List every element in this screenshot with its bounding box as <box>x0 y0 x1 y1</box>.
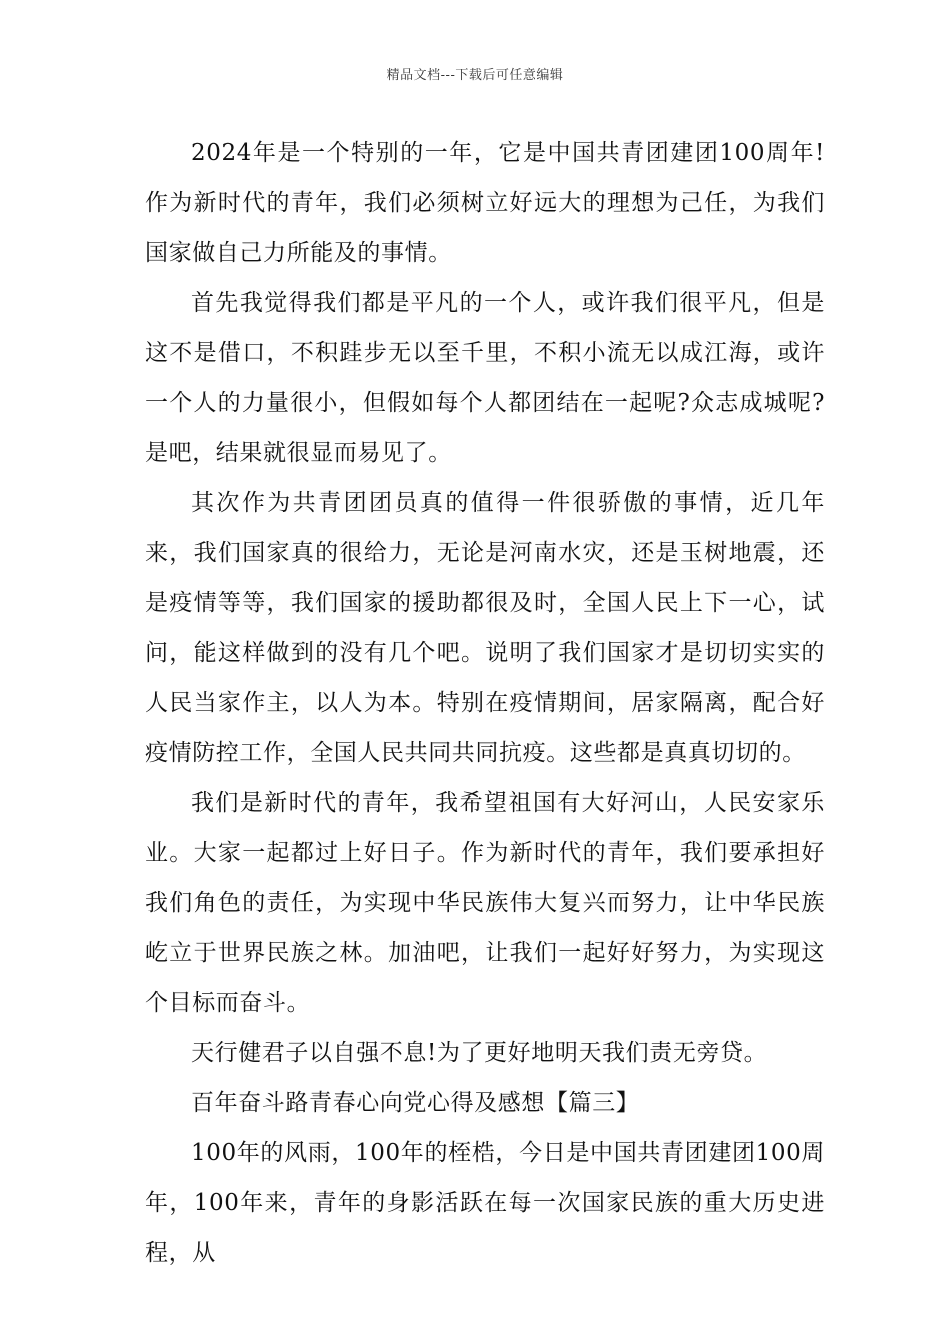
paragraph-4: 我们是新时代的青年，我希望祖国有大好河山，人民安家乐业。大家一起都过上好日子。作为新时代的青年，我们要承担好我们角色的责任，为实现中华民族伟大复兴而努力，让中华民族屹立于世界民族之林。加油吧，让我们一起好好努力，为实现这个目标而奋斗。 <box>145 790 825 1016</box>
paragraph-3: 其次作为共青团团员真的值得一件很骄傲的事情，近几年来，我们国家真的很给力，无论是河南水灾，还是玉树地震，还是疫情等等，我们国家的援助都很及时，全国人民上下一心，试问，能这样做到的没有几个吧。说明了我们国家才是切切实实的人民当家作主，以人为本。特别在疫情期间，居家隔离，配合好疫情防控工作，全国人民共同共同抗疫。这些都是真真切切的。 <box>145 490 825 766</box>
paragraph-6: 100年的风雨，100年的桎梏，今日是中国共青团建团100周年，100年来，青年的身影活跃在每一次国家民族的重大历史进程，从 <box>145 1140 825 1266</box>
section-heading: 百年奋斗路青春心向党心得及感想【篇三】 <box>191 1090 640 1116</box>
paragraph-1: 2024年是一个特别的一年，它是中国共青团建团100周年!作为新时代的青年，我们必须树立好远大的理想为己任，为我们国家做自己力所能及的事情。 <box>145 140 825 266</box>
paragraph-2: 首先我觉得我们都是平凡的一个人，或许我们很平凡，但是这不是借口，不积跬步无以至千里，不积小流无以成江海，或许一个人的力量很小，但假如每个人都团结在一起呢?众志成城呢?是吧，结果就很显而易见了。 <box>145 290 825 466</box>
page-header: 精品文档---下载后可任意编辑 <box>386 68 564 83</box>
paragraph-5: 天行健君子以自强不息!为了更好地明天我们责无旁贷。 <box>191 1040 768 1066</box>
document-body <box>145 128 825 1278</box>
